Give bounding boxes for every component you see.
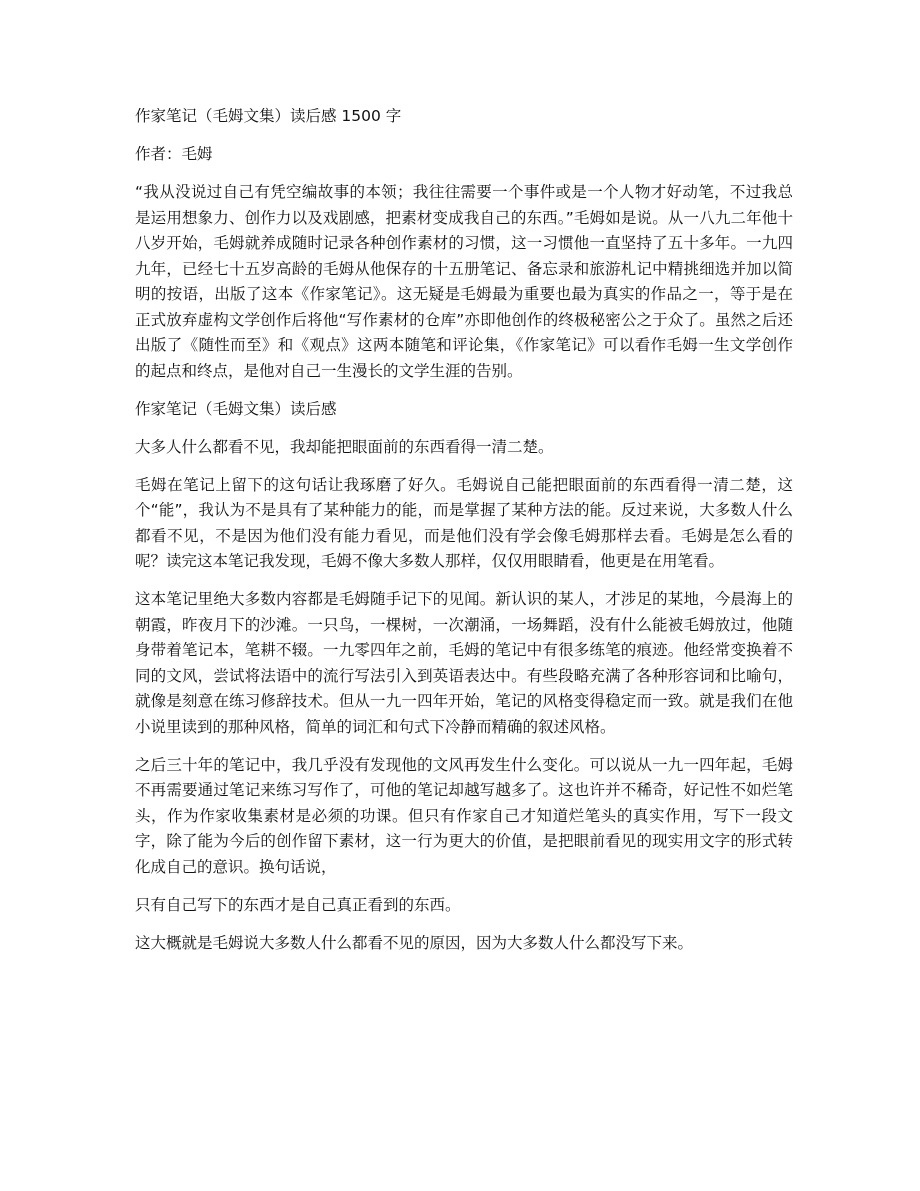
- body-paragraph: 这大概就是毛姆说大多数人什么都看不见的原因，因为大多数人什么都没写下来。: [135, 933, 694, 952]
- document-page: [135, 104, 793, 969]
- body-paragraph: 毛姆在笔记上留下的这句话让我琢磨了好久。毛姆说自己能把眼面前的东西看得一清二楚，这个“能”，我认为不是具有了某种能力的能，而是掌握了某种方法的能。反过来说，大多数人什么都看不见，不是因为他们没有能力看见，而是他们没有学会像毛姆那样去看。毛姆是怎么看的呢？读完这本笔记我发现，毛姆不像大多数人那样，仅仅用眼睛看，他更是在用笔看。: [135, 475, 793, 570]
- section-heading: 作家笔记（毛姆文集）读后感: [135, 399, 337, 418]
- intro-paragraph: “我从没说过自己有凭空编故事的本领；我往往需要一个事件或是一个人物才好动笔，不过我总是运用想象力、创作力以及戏剧感，把素材变成我自己的东西。”毛姆如是说。从一八九二年他十八岁开始，毛姆就养成随时记录各种创作素材的习惯，这一习惯他一直坚持了五十多年。一九四九年，已经七十五岁高龄的毛姆从他保存的十五册笔记、备忘录和旅游札记中精挑细选并加以简明的按语，出版了这本《作家笔记》。这无疑是毛姆最为重要也最为真实的作品之一，等于是在正式放弃虚构文学创作后将他“写作素材的仓库”亦即他创作的终极秘密公之于众了。虽然之后还出版了《随性而至》和《观点》这两本随笔和评论集，《作家笔记》可以看作毛姆一生文学创作的起点和终点，是他对自己一生漫长的文学生涯的告别。: [135, 183, 793, 380]
- author-line: 作者：毛姆: [135, 145, 213, 163]
- body-paragraph: 只有自己写下的东西才是自己真正看到的东西。: [135, 895, 461, 914]
- body-paragraph: 大多人什么都看不见，我却能把眼面前的东西看得一清二楚。: [135, 437, 554, 456]
- body-paragraph: 之后三十年的笔记中，我几乎没有发现他的文风再发生什么变化。可以说从一九一四年起，毛姆不再需要通过笔记来练习写作了，可他的笔记却越写越多了。这也许并不稀奇，好记性不如烂笔头，作为作家收集素材是必须的功课。但只有作家自己才知道烂笔头的真实作用，写下一段文字，除了能为今后的创作留下素材，这一行为更大的价值，是把眼前看见的现实用文字的形式转化成自己的意识。换句话说，: [135, 755, 793, 876]
- document-title: 作家笔记（毛姆文集）读后感 1500 字: [135, 107, 402, 125]
- body-paragraph: 这本笔记里绝大多数内容都是毛姆随手记下的见闻。新认识的某人，才涉足的某地，今晨海上的朝霞，昨夜月下的沙滩。一只鸟，一棵树，一次潮涌，一场舞蹈，没有什么能被毛姆放过，他随身带着笔记本，笔耕不辍。一九零四年之前，毛姆的笔记中有很多练笔的痕迹。他经常变换着不同的文风，尝试将法语中的流行写法引入到英语表达中。有些段略充满了各种形容词和比喻句，就像是刻意在练习修辞技术。但从一九一四年开始，笔记的风格变得稳定而一致。就是我们在他小说里读到的那种风格，简单的词汇和句式下冷静而精确的叙述风格。: [135, 590, 793, 736]
